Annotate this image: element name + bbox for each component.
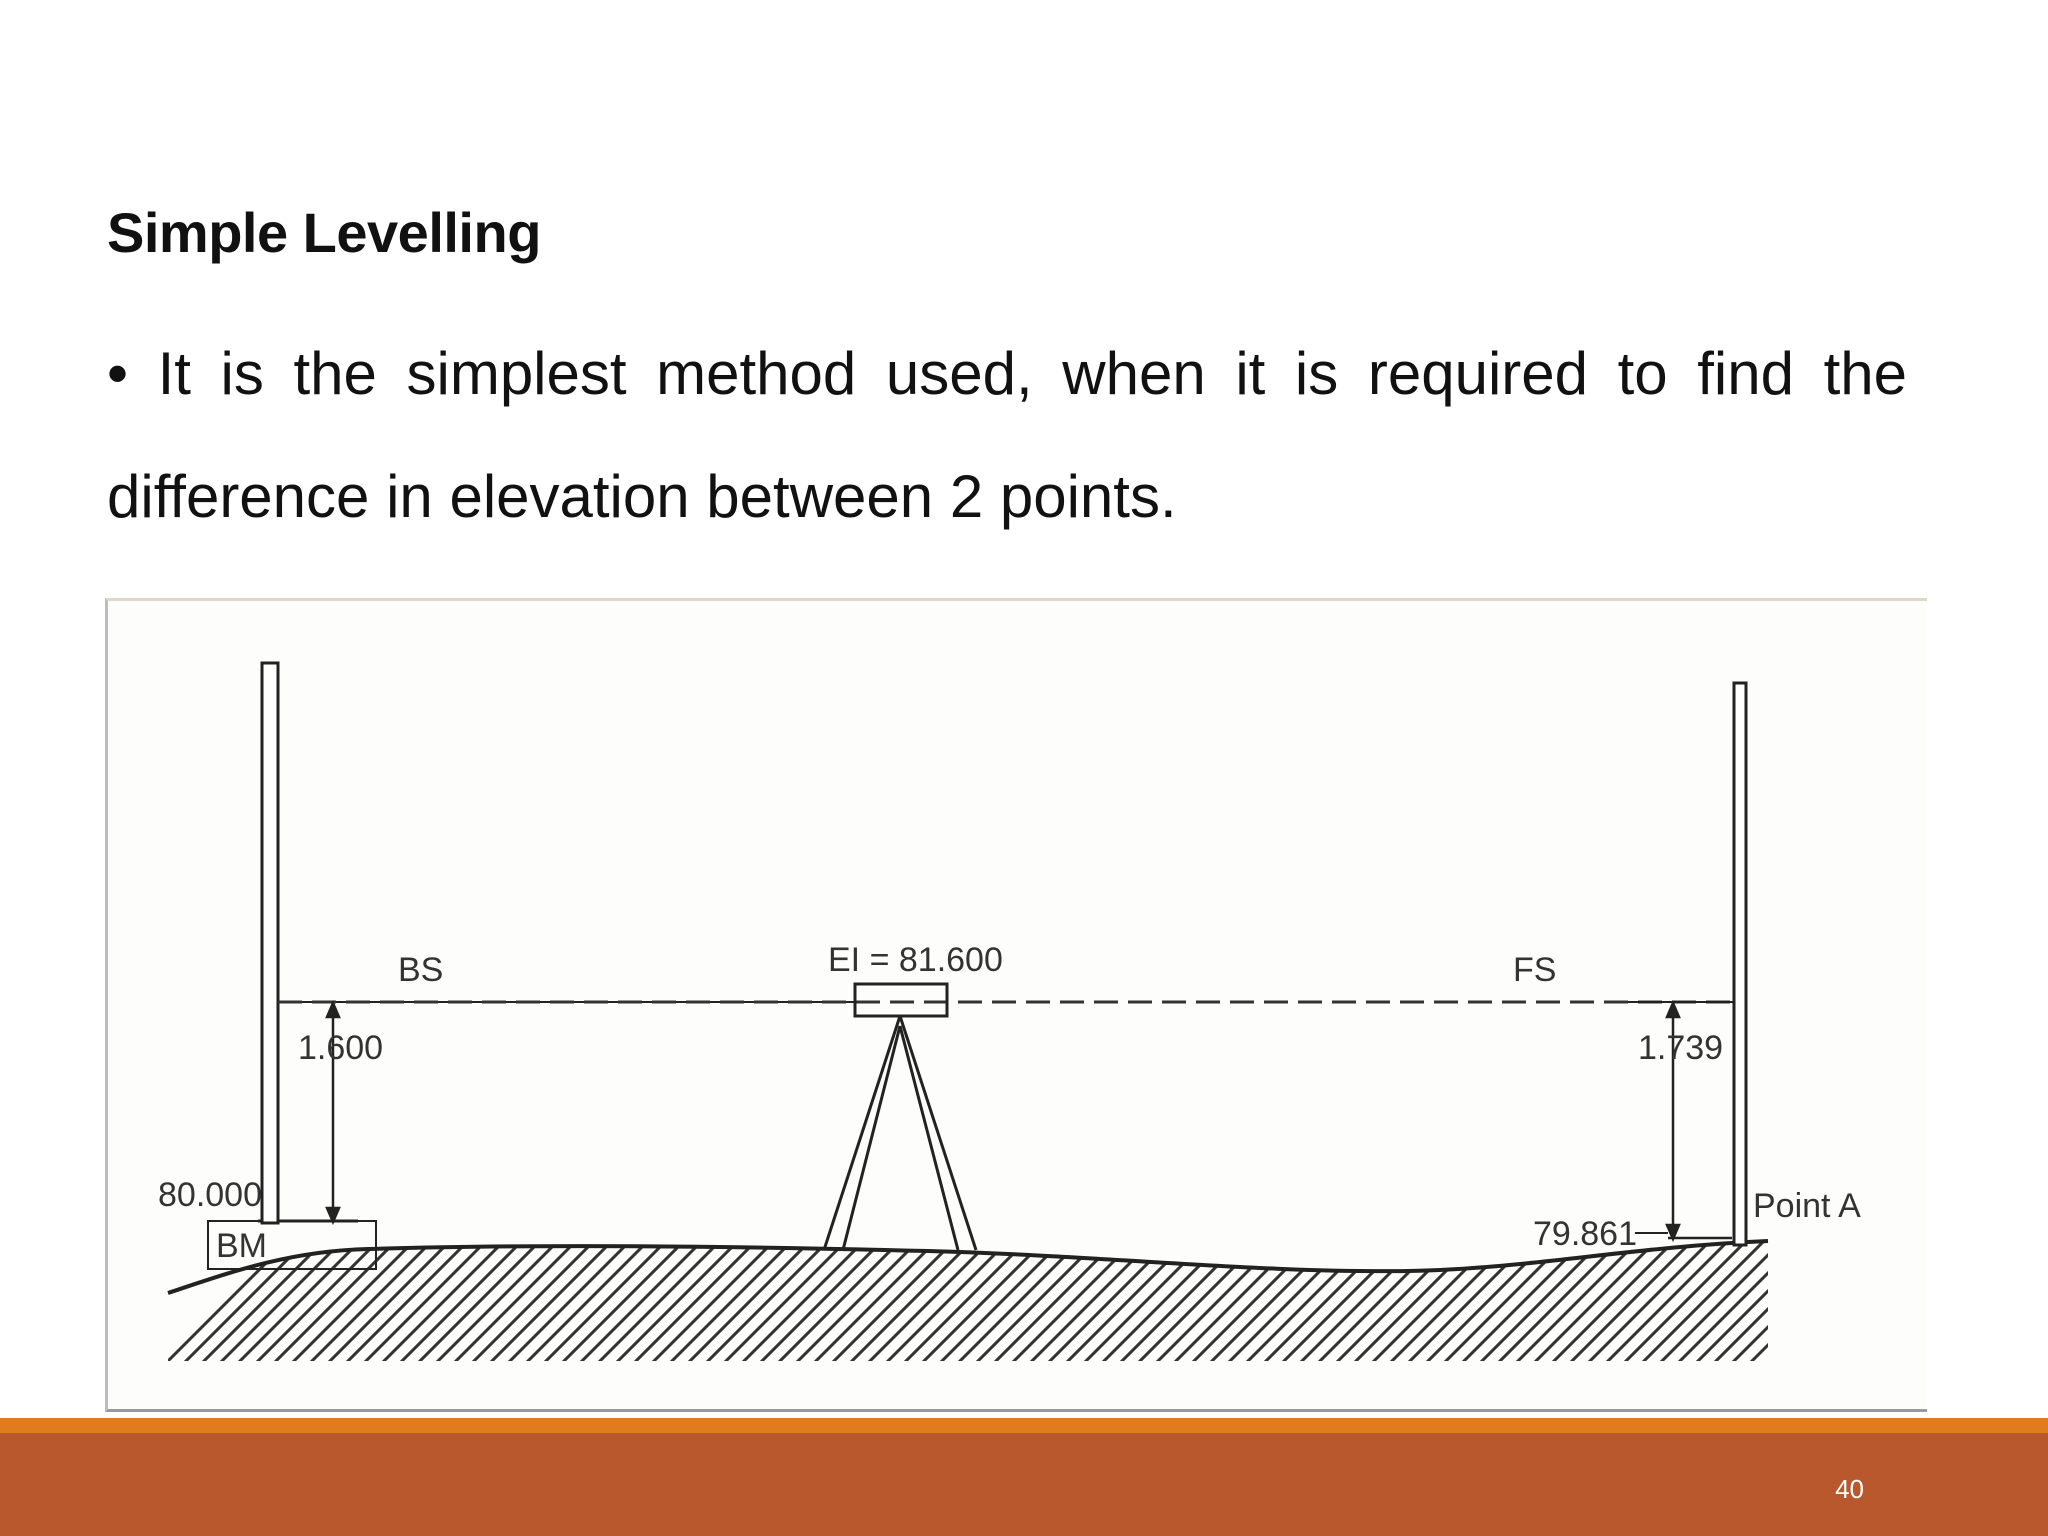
bs-reading: 1.600 [298,1029,384,1067]
page-number: 40 [1835,1474,1864,1504]
backsight-staff [262,663,278,1223]
bs-label: BS [398,951,444,989]
footer-bar [0,1433,2048,1536]
fs-reading: 1.739 [1638,1029,1724,1067]
fs-label: FS [1513,951,1557,989]
tripod [824,1016,976,1250]
point-a-label: Point A [1753,1187,1861,1225]
footer-stripe [0,1418,2048,1433]
point-a-elevation: 79.861 [1533,1215,1637,1253]
levelling-diagram [105,598,1927,1412]
bm-label: BM [216,1227,267,1265]
bullet-text: • It is the simplest method used, when it is required to find the difference in elevation between 2 points. [107,340,1907,530]
foresight-staff [1734,683,1746,1245]
slide-title: Simple Levelling [107,201,541,264]
level-instrument [855,984,947,1016]
bm-elevation: 80.000 [158,1176,262,1214]
ei-label: EI = 81.600 [828,941,1003,979]
